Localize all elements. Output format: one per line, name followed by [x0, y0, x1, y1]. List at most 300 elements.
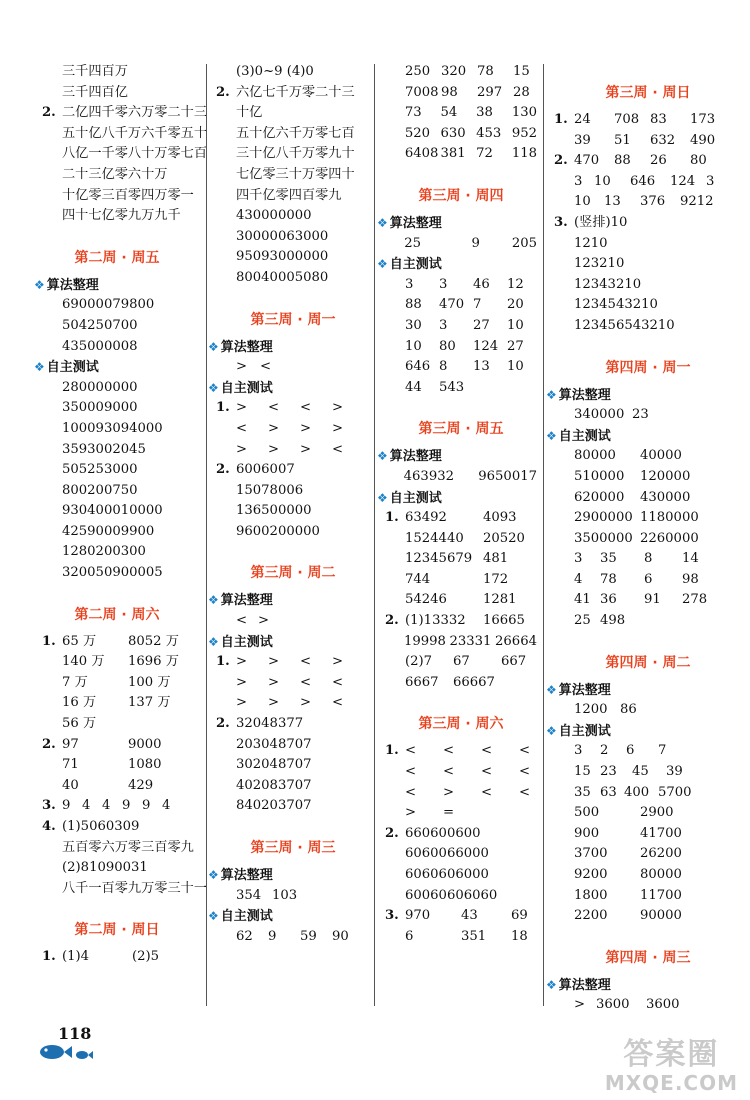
answer-cell: < [300, 654, 312, 670]
answer-cell: 7008 [405, 84, 439, 100]
answer-line [385, 316, 537, 337]
answer-cell: 3 [405, 276, 414, 292]
answer-cell: 6 [405, 928, 414, 944]
answer-line [42, 838, 202, 859]
answer-line [42, 796, 202, 817]
answer-cell: 9 [122, 798, 131, 814]
subsection-text: 自主测试 [389, 490, 442, 506]
answer-line [554, 700, 742, 721]
answer-cell: 400 [624, 784, 650, 800]
indent-spacer [554, 741, 574, 762]
answer-cell: (1)4 [62, 949, 90, 965]
answer-cell: (1)13332 [405, 613, 466, 629]
answer-cell: > [236, 441, 248, 457]
answer-cell: 1281 [483, 592, 517, 608]
answer-line [385, 803, 537, 824]
answer-line [385, 570, 537, 591]
answer-text: 三十亿八千万零九十 [236, 146, 355, 162]
answer-cell: 88 [405, 297, 422, 313]
column-divider [543, 64, 544, 1006]
answer-line [385, 124, 537, 145]
subsection-label [546, 975, 742, 996]
indent-spacer [554, 611, 574, 632]
answer-cell: 630 [440, 125, 466, 141]
diamond-bullet-icon: ❖ [208, 339, 219, 354]
answer-line [385, 783, 537, 804]
answer-text: 320050900005 [62, 565, 163, 581]
indent-spacer [385, 124, 405, 145]
answer-cell: 3 [439, 276, 448, 292]
subsection-label [208, 337, 370, 358]
answer-cell: 952 [511, 125, 537, 141]
answer-text: 505253000 [62, 462, 138, 478]
answer-cell: 72 [476, 146, 493, 162]
answer-cell: < [236, 420, 248, 436]
answer-line [554, 172, 742, 193]
answer-line [385, 508, 537, 529]
answer-text: 280000000 [62, 379, 138, 395]
answer-cell: 45 [632, 764, 649, 780]
answer-line [42, 632, 202, 653]
answer-cell: 12 [507, 276, 524, 292]
answer-cell: < [519, 743, 531, 759]
subsection-text: 自主测试 [389, 257, 442, 273]
section-heading: 第四周 · 周一 [605, 359, 691, 376]
section-heading: 第二周 · 周日 [74, 922, 160, 939]
answer-cell: (2)7 [405, 654, 433, 670]
answer-cell: 97 [62, 736, 79, 752]
answer-cell: 90 [332, 928, 349, 944]
answer-line [554, 549, 742, 570]
answer-line [554, 234, 742, 255]
answer-text: 1234543210 [574, 297, 658, 313]
answer-line [216, 673, 370, 694]
answer-cell: 54 [440, 105, 458, 121]
watermark-title: 答案圈 [623, 1037, 720, 1072]
answer-line [385, 144, 537, 165]
answer-line [42, 817, 202, 838]
answer-cell: 490 [690, 132, 716, 148]
diamond-bullet-icon: ❖ [208, 868, 219, 882]
diamond-bullet-icon: ❖ [208, 593, 219, 608]
answer-line [554, 906, 742, 927]
answer-cell: < [300, 674, 312, 690]
indent-spacer [554, 508, 574, 529]
answer-line [42, 83, 202, 104]
answer-cell: > [300, 441, 312, 457]
answer-cell: < [519, 784, 531, 800]
indent-spacer [554, 762, 574, 783]
answer-text: 6060066000 [405, 846, 489, 862]
answer-cell: 250 [405, 64, 431, 79]
indent-spacer [385, 357, 405, 378]
subsection-text: 自主测试 [558, 723, 611, 739]
answer-cell: 27 [473, 317, 490, 333]
answer-cell: 10 [405, 338, 422, 354]
answer-line [216, 611, 370, 632]
answer-line [42, 378, 202, 399]
answer-line [554, 886, 742, 907]
answer-cell: 59 [300, 928, 317, 944]
answer-cell: 1200 [574, 702, 608, 718]
indent-spacer [216, 440, 236, 461]
answer-cell: 65 万 [62, 633, 97, 649]
answer-line [385, 83, 537, 104]
subsection-label [208, 378, 370, 399]
indent-spacer [554, 995, 574, 1016]
answer-text: 三千四百亿 [62, 84, 128, 100]
answer-line [385, 762, 537, 783]
answer-cell: 19998 [403, 633, 446, 649]
column-divider [374, 64, 375, 1006]
answer-line [216, 735, 370, 756]
answer-line [42, 879, 208, 900]
subsection-text: 算法整理 [558, 387, 611, 403]
diamond-bullet-icon: ❖ [377, 257, 388, 272]
diamond-bullet-icon: ❖ [34, 360, 45, 375]
answer-cell: 470 [439, 297, 465, 313]
indent-spacer [385, 673, 405, 694]
answer-cell: 7 [473, 297, 482, 313]
answer-cell: < [332, 674, 344, 690]
diamond-bullet-icon: ❖ [546, 723, 557, 738]
indent-spacer [385, 549, 405, 570]
answer-cell: < [443, 743, 455, 759]
indent-spacer [554, 131, 574, 152]
answer-cell: < [300, 400, 312, 416]
subsection-text: 自主测试 [46, 360, 99, 376]
subsection-text: 算法整理 [389, 449, 442, 465]
answer-line [216, 714, 370, 735]
answer-cell: 41 [574, 592, 591, 608]
answer-text: 123456543210 [574, 317, 675, 333]
answer-line [554, 151, 742, 172]
answer-cell: 9000 [128, 736, 162, 752]
answer-cell: 2900 [640, 805, 674, 821]
question-number: 3. [385, 908, 399, 924]
answer-text: 五十亿六千万零七百 [236, 125, 355, 141]
answer-text: 四十七亿零九万九千 [62, 208, 181, 224]
answer-line [42, 124, 208, 145]
question-number: 1. [42, 633, 56, 649]
indent-spacer [216, 673, 236, 694]
answer-text: 660600600 [405, 825, 481, 841]
answer-cell: 118 [511, 146, 537, 162]
answer-cell: 7 万 [62, 674, 88, 690]
indent-spacer [216, 693, 236, 714]
answer-cell: > [268, 674, 280, 690]
answer-line [42, 103, 208, 124]
answer-cell: 3 [574, 743, 583, 759]
answer-line [385, 844, 537, 865]
answer-cell: 80 [690, 153, 707, 169]
section-heading: 第四周 · 周二 [605, 654, 691, 671]
answer-line [216, 522, 370, 543]
answer-line [42, 693, 202, 714]
indent-spacer [554, 172, 574, 193]
answer-line [554, 844, 742, 865]
answer-cell: 6408 [404, 146, 439, 162]
watermark-url: MXQE.COM [604, 1071, 738, 1095]
answer-cell: 4 [162, 798, 171, 814]
answer-line [42, 144, 208, 165]
answer-cell: > [236, 674, 248, 690]
answer-cell: 463932 [403, 468, 454, 484]
answer-line [42, 714, 202, 735]
answer-line [385, 295, 537, 316]
answer-line [385, 378, 537, 399]
subsection-text: 算法整理 [389, 215, 442, 231]
answer-cell: 2200 [574, 908, 608, 924]
answer-line [385, 611, 537, 632]
answer-cell: 120000 [640, 468, 691, 484]
section-heading: 第三周 · 周三 [250, 840, 336, 856]
subsection-label [208, 906, 370, 927]
subsection-text: 算法整理 [558, 977, 611, 993]
answer-text: 123210 [574, 256, 625, 272]
answer-cell: 205 [511, 235, 537, 251]
answer-cell: 2900000 [574, 510, 633, 526]
indent-spacer [385, 83, 405, 104]
answer-text: 32048377 [236, 716, 304, 732]
answer-line [385, 632, 537, 653]
answer-cell: < [481, 743, 493, 759]
answer-cell: 297 [477, 84, 503, 100]
answer-line [554, 275, 742, 296]
answer-cell: 27 [507, 338, 524, 354]
answer-cell: 3 [574, 551, 583, 567]
answer-cell: < [443, 764, 455, 780]
answer-cell: 351 [461, 928, 487, 944]
indent-spacer [42, 776, 62, 797]
answer-line [554, 192, 742, 213]
answer-cell: 46 [473, 276, 490, 292]
section-heading: 第三周 · 周一 [250, 311, 336, 328]
indent-spacer [216, 419, 236, 440]
answer-cell: 78 [477, 64, 494, 79]
indent-spacer [385, 529, 405, 550]
answer-line [42, 165, 202, 186]
answer-line [385, 103, 537, 124]
answer-cell: 24 [574, 112, 591, 127]
answer-cell: 8 [644, 551, 653, 567]
answer-cell: 10 [507, 359, 524, 375]
subsection-text: 算法整理 [220, 593, 273, 609]
answer-column-4 [546, 62, 742, 1016]
answer-line [42, 522, 202, 543]
question-number: 2. [42, 105, 56, 121]
answer-cell: 1696 万 [128, 654, 179, 670]
subsection-text: 算法整理 [220, 868, 273, 883]
subsection-label [34, 275, 202, 296]
indent-spacer [42, 693, 62, 714]
answer-cell: 18 [511, 928, 528, 944]
answer-line [385, 62, 537, 83]
answer-cell: 9212 [680, 194, 714, 210]
answer-text: 60060606060 [405, 887, 498, 903]
answer-text: 五十亿八千万六千零五十 [62, 125, 208, 141]
answer-cell: 130 [511, 105, 537, 121]
answer-text: (2)81090031 [62, 860, 148, 876]
answer-cell: 4 [574, 571, 583, 587]
section-heading: 第二周 · 周五 [74, 249, 160, 266]
answer-text: 435000008 [62, 338, 138, 354]
answer-cell: 69 [511, 908, 528, 924]
answer-cell: 30 [405, 317, 422, 333]
answer-cell: < [268, 400, 280, 416]
answer-line [216, 419, 370, 440]
answer-line [42, 295, 202, 316]
answer-cell: > [236, 654, 248, 670]
answer-cell: 3600 [646, 997, 680, 1013]
answer-cell: 103 [272, 887, 298, 903]
answer-cell: 20520 [483, 530, 525, 546]
answer-cell: 26 [650, 153, 667, 169]
answer-line [554, 824, 742, 845]
answer-cell: 3 [439, 317, 448, 333]
answer-line [42, 501, 202, 522]
subsection-label [208, 632, 370, 653]
answer-line [216, 693, 370, 714]
indent-spacer [554, 590, 574, 611]
indent-spacer [216, 886, 236, 907]
answer-line [554, 741, 742, 762]
answer-cell: 10 [507, 317, 524, 333]
answer-cell: 470 [574, 153, 600, 169]
answer-cell: > [332, 420, 344, 436]
answer-line [42, 542, 202, 563]
answer-cell: 137 万 [128, 695, 171, 711]
subsection-text: 自主测试 [220, 380, 273, 396]
answer-cell: < [260, 359, 272, 375]
indent-spacer [385, 783, 405, 804]
answer-line [216, 83, 370, 104]
answer-cell: 26200 [640, 846, 682, 862]
answer-cell: 26664 [495, 633, 537, 649]
answer-cell: < [405, 743, 417, 759]
answer-text: 十亿 [236, 105, 263, 121]
answer-cell: 9200 [574, 867, 608, 882]
answer-text: 15078006 [236, 482, 304, 498]
answer-text: 100093094000 [62, 420, 163, 436]
answer-cell: 71 [62, 757, 79, 773]
question-number: 1. [385, 510, 399, 526]
answer-cell: 15 [513, 64, 530, 79]
indent-spacer [554, 446, 574, 467]
diamond-bullet-icon: ❖ [208, 634, 219, 649]
answer-cell: 98 [441, 84, 458, 100]
answer-line [554, 295, 742, 316]
section-heading: 第三周 · 周日 [605, 85, 691, 101]
answer-cell: 80 [439, 338, 456, 354]
answer-line [216, 481, 370, 502]
answer-line [554, 254, 742, 275]
answer-cell: 7 [658, 743, 667, 759]
answer-cell: 83 [650, 112, 667, 127]
answer-cell: 86 [620, 702, 637, 718]
answer-text: 6006007 [236, 462, 295, 478]
answer-cell: 708 [614, 112, 640, 127]
section-heading: 第二周 · 周六 [74, 606, 160, 623]
diamond-bullet-icon: ❖ [34, 277, 45, 292]
answer-cell: 381 [440, 146, 466, 162]
answer-cell: 900 [574, 825, 600, 841]
answer-cell: > [258, 613, 270, 629]
answer-line [385, 906, 537, 927]
answer-cell: 2260000 [640, 530, 699, 546]
answer-cell: 80000 [574, 448, 616, 464]
answer-line [385, 865, 537, 886]
answer-cell: > [300, 695, 312, 711]
answer-line [554, 803, 742, 824]
diamond-bullet-icon: ❖ [546, 682, 557, 697]
answer-line [42, 337, 202, 358]
answer-text: 八千一百零九万零三十一 [62, 880, 208, 896]
answer-line [554, 316, 742, 337]
indent-spacer [385, 803, 405, 824]
answer-line [216, 776, 370, 797]
answer-cell: 5700 [658, 784, 692, 800]
answer-text: 12343210 [574, 276, 642, 292]
subsection-label [377, 488, 537, 509]
answer-cell: = [443, 805, 455, 821]
answer-cell: < [519, 764, 531, 780]
answer-line [554, 570, 742, 591]
answer-cell: > [443, 784, 455, 800]
question-number: 1. [216, 654, 230, 670]
answer-line [216, 460, 370, 481]
answer-cell: 543 [439, 379, 465, 395]
answer-text: 930400010000 [62, 503, 163, 519]
answer-text: 840203707 [236, 798, 312, 814]
answer-line [42, 481, 202, 502]
indent-spacer [385, 652, 405, 673]
answer-cell: 340000 [574, 407, 625, 423]
section-heading: 第三周 · 周六 [418, 716, 504, 733]
answer-line [385, 275, 537, 296]
answer-cell: 100 万 [128, 674, 171, 690]
subsection-label [377, 254, 537, 275]
indent-spacer [42, 755, 62, 776]
answer-cell: < [332, 441, 344, 457]
answer-column-1 [34, 62, 208, 968]
indent-spacer [554, 783, 574, 804]
answer-cell: > [268, 441, 280, 457]
subsection-text: 算法整理 [220, 339, 273, 355]
indent-spacer [554, 844, 574, 865]
answer-column-2 [208, 62, 370, 947]
indent-spacer [216, 927, 236, 948]
answer-cell: 2 [600, 743, 609, 759]
answer-text: 1280200300 [62, 544, 146, 560]
answer-line [216, 186, 370, 207]
answer-line [216, 62, 370, 83]
answer-line [554, 446, 742, 467]
answer-cell: 63 [600, 784, 617, 800]
answer-cell: > [300, 420, 312, 436]
answer-cell: 667 [501, 654, 527, 670]
answer-line [554, 590, 742, 611]
answer-line [554, 762, 742, 783]
answer-cell: 4 [102, 798, 111, 814]
indent-spacer [385, 295, 405, 316]
answer-line [42, 652, 202, 673]
answer-line [554, 529, 742, 550]
answer-cell: 66667 [453, 674, 495, 690]
answer-cell: 88 [614, 153, 631, 169]
answer-cell: 13 [604, 194, 621, 210]
answer-text: 800200750 [62, 482, 138, 498]
